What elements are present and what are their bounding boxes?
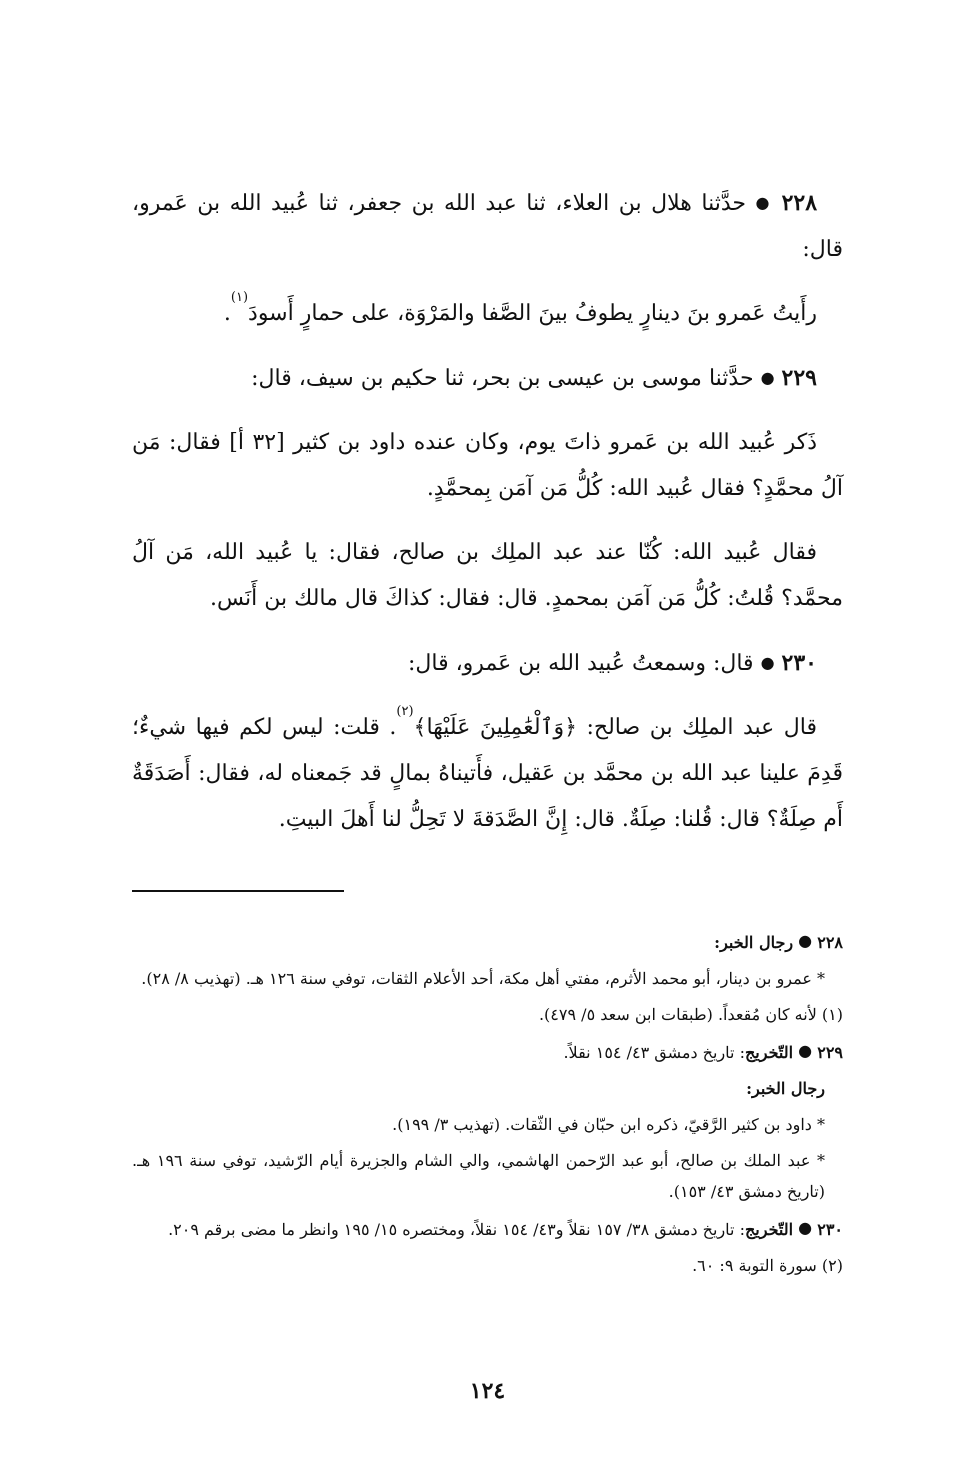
hadith-229-matn-2: فقال عُبيد الله: كُنّا عند عبد الملِك بن صالح، فقال: يا عُبيد الله، مَن آلُ محمَّد؟ قُلتُ: كُلُّ مَن آمَن بمحمدٍ. قال: فقال: كذاكَ قال مالك بن أَنَس. [132, 540, 843, 611]
footnote-ref: (١) [230, 290, 249, 305]
hadith-number: ٢٣٠ [781, 650, 817, 676]
note-228-item: * عمرو بن دينار، أبو محمد الأثرم، مفتي أهل مكة، أحد الأعلام الثقات، توفي سنة ١٢٦ هـ. (تهذيب ٨/ ٢٨). [141, 969, 825, 988]
note-228-heading: ٢٢٨ ● رجال الخبر: [714, 931, 843, 952]
bullet-icon: ● [760, 368, 775, 387]
page-number: ١٢٤ [469, 1378, 506, 1404]
main-text [132, 180, 843, 861]
note-230-takhrij: ٢٣٠ ● التّخريج: تاريخ دمشق ٣٨/ ١٥٧ نقلاً و٤٣/ ١٥٤ نقلاً، ومختصره ١٥/ ١٩٥ وانظر ما مضى برقم ٢٠٩. [168, 1218, 843, 1239]
bullet-icon: ● [760, 653, 775, 672]
hadith-230 [132, 640, 843, 687]
hadith-229-matn-1: ذَكر عُبيد الله بن عَمرو ذاتَ يوم، وكان عنده داود بن كثير [٣٢ أ] فقال: مَن آلُ محمَّدٍ؟ فقال عُبيد الله: كُلُّ مَن آمَن بِمحمَّدٍ. [132, 430, 843, 501]
hadith-229 [132, 355, 843, 402]
note-229-item-1: * داود بن كثير الرَّقيّ، ذكره ابن حبّان في الثّقات. (تهذيب ٣/ ١٩٩). [392, 1115, 825, 1134]
note-229-item-2: * عبد الملك بن صالح، أبو عبد الرّحمن الهاشمي، والي الشام والجزيرة أيام الرّشيد، توفي سنة ١٩٦ هـ. (تاريخ دمشق ٤٣/ ١٥٣). [132, 1151, 826, 1201]
bullet-icon: ● [798, 1218, 813, 1237]
hadith-number: ٢٢٩ [781, 365, 817, 391]
hadith-228 [132, 180, 843, 273]
hadith-228-matn: رأَيتُ عَمرو بنَ دينارٍ يطوفُ بينَ الصَّفا والمَرْوَة، على حمارٍ أَسودَ$^{(١)}$. [223, 290, 817, 326]
isnad-text: حدَّثنا هلال بن العلاء، ثنا عبد الله بن جعفر، ثنا عُبيد الله بن عَمرو، قال: [132, 191, 843, 262]
hadith-230-matn: قال عبد الملِك بن صالح: ﴿وَٱلْعَٰمِلِينَ عَلَيْهَا﴾$^{(٢)}$. قلت: ليس لكم فيها شيءٌ؛ قَدِمَ علينا عبد الله بن محمَّد بن عَقيل، فأَتيناهُ بمالٍ قد جَمعناه له، فقال: أَصَدَقَةٌ أَم صِلَةٌ؟ قال: قُلنا: صِلَةٌ. قال: إِنَّ الصَّدَقةَ لا تَحِلُّ لنا أَهلَ البيتِ. [132, 704, 843, 832]
footnote-1: (١) لأنه كان مُقعداً. (طبقات ابن سعد ٥/ ٤٧٩). [538, 1005, 843, 1024]
isnad-text: قال: وسمعتُ عُبيد الله بن عَمرو، قال: [407, 651, 754, 676]
footnote-divider [132, 890, 344, 892]
bullet-icon: ● [798, 1041, 813, 1060]
footnote-2: (٢) سورة التوبة ٩: ٦٠. [692, 1256, 843, 1275]
isnad-text: حدَّثنا موسى بن عيسى بن بحر، ثنا حكيم بن سيف، قال: [251, 366, 754, 391]
footnotes [132, 925, 843, 1286]
hadith-number: ٢٢٨ [781, 190, 818, 216]
footnote-ref: (٢) [396, 704, 414, 719]
bullet-icon: ● [755, 193, 773, 212]
bullet-icon: ● [798, 931, 813, 950]
note-229-rijal-heading: رجال الخبر: [746, 1079, 825, 1098]
note-229-takhrij: ٢٢٩ ● التّخريج: تاريخ دمشق ٤٣/ ١٥٤ نقلاً. [563, 1041, 843, 1062]
